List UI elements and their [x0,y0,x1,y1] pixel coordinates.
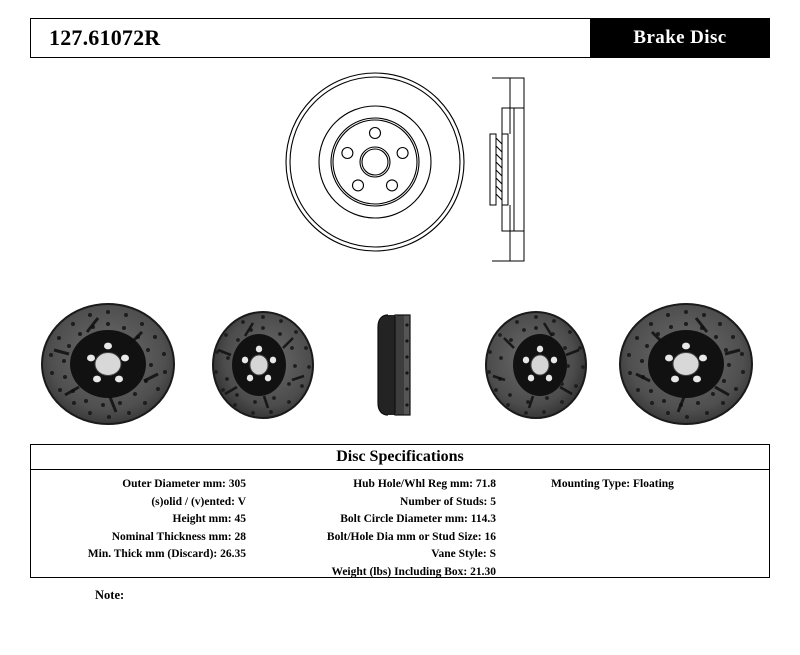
spec-value: 45 [234,513,246,525]
spec-row [31,546,246,564]
spec-label: Nominal Thickness mm: [111,530,232,543]
category-box [590,18,770,58]
spec-label: (s)olid / (v)ented: [151,495,236,508]
spec-value: 305 [228,478,246,490]
page-title: 127.61072R [49,25,161,50]
spec-row [551,476,766,494]
spec-row [31,476,246,494]
rotor-photo-1 [38,302,178,432]
spec-value: 16 [484,530,496,543]
spec-label: Height mm: [172,513,232,525]
category-label: Brake Disc [633,27,727,48]
rotor-photo-2 [205,310,317,425]
spec-value: 28 [234,530,246,543]
part-number-box [30,18,590,58]
disc-specifications-panel [30,444,770,578]
specs-body [31,470,769,578]
spec-label: Mounting Type: [551,478,631,490]
spec-row [261,529,496,547]
spec-value: 114.3 [470,513,496,525]
spec-row [261,511,496,529]
spec-label: Bolt Circle Diameter mm: [340,513,468,525]
spec-label: Bolt/Hole Dia mm or Stud Size: [326,530,482,543]
spec-label: Min. Thick mm (Discard): [87,548,218,560]
rotor-photo-4 [482,310,594,425]
spec-row [261,564,496,582]
spec-value: S [489,548,496,560]
note-label: Note: [95,588,125,602]
top-face-view-drawing [283,70,468,260]
spec-row [261,494,496,512]
spec-label: Number of Studs: [400,495,488,508]
spec-value: 5 [490,495,496,508]
spec-label: Vane Style: [431,548,487,560]
specs-left-column [31,476,246,564]
spec-value: V [237,495,246,508]
specs-title: Disc Specifications [336,448,464,465]
spec-row [31,529,246,547]
top-section-view-drawing [480,72,540,272]
spec-row [261,476,496,494]
rotor-photo-5 [616,302,756,432]
spec-row [31,511,246,529]
rotor-photo-3 [368,311,420,426]
drawing-area [0,58,800,443]
specs-right-column [551,476,766,494]
spec-value: 26.35 [220,548,246,560]
spec-row [31,494,246,512]
spec-label: Weight (lbs) Including Box: [331,565,468,578]
specs-middle-column [261,476,496,581]
note-section [30,588,770,603]
spec-label: Outer Diameter mm: [122,478,226,490]
spec-label: Hub Hole/Whl Reg mm: [353,478,473,490]
specs-title-bar [31,445,769,470]
spec-value: 71.8 [475,478,496,490]
header [30,18,770,58]
spec-value: 21.30 [470,565,496,578]
spec-row [261,546,496,564]
spec-value: Floating [633,478,674,490]
